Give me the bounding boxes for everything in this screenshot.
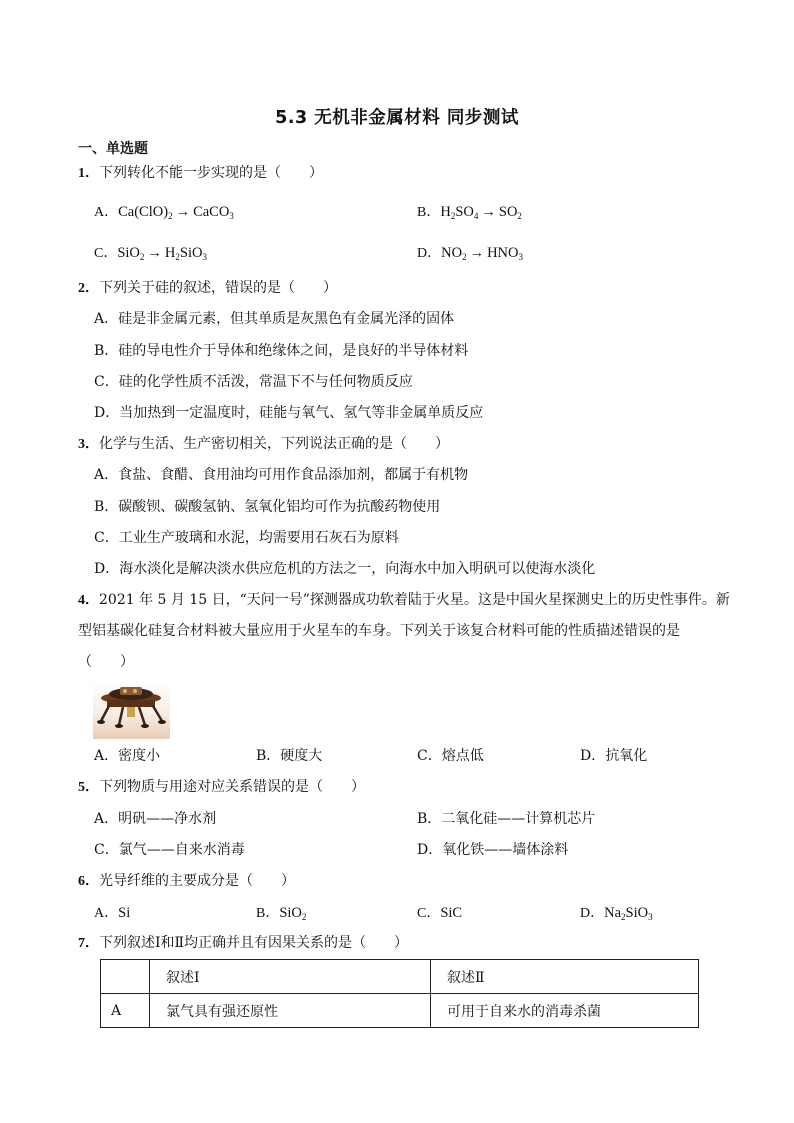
- option-letter: B．: [417, 205, 441, 220]
- chem-formula: $H_2SO_4 \to SO_2$: [440, 204, 522, 221]
- q1-option-c: [94, 243, 207, 267]
- question-7: [78, 933, 408, 954]
- mars-rover-image: [93, 681, 170, 739]
- chem-formula: SiC: [440, 905, 463, 921]
- q2-option-c: C．硅的化学性质不活泼，常温下不与任何物质反应: [94, 374, 413, 390]
- q6-option-d: [580, 903, 653, 927]
- question-stem-line-3: （ ）: [78, 654, 134, 670]
- table-cell: 叙述Ⅱ: [431, 960, 699, 994]
- question-5: [78, 777, 365, 798]
- question-stem: 下列物质与用途对应关系错误的是（ ）: [99, 779, 365, 795]
- option-letter: C．: [417, 906, 441, 921]
- option-letter: D．: [580, 906, 605, 921]
- q3-option-d: D．海水淡化是解决淡水供应危机的方法之一，向海水中加入明矾可以使海水淡化: [94, 561, 596, 577]
- question-number: 7．: [78, 936, 99, 951]
- q1-option-b: [417, 202, 522, 226]
- question-number: 1．: [78, 166, 99, 181]
- q6-option-b: [256, 903, 306, 927]
- question-3: [78, 434, 449, 455]
- q1-option-a: [94, 202, 234, 226]
- option-letter: A．: [94, 205, 119, 220]
- question-stem-line-2: 型铝基碳化硅复合材料被大量应用于火星车的车身。下列关于该复合材料可能的性质描述错误的是: [78, 623, 680, 639]
- q4-option-d: D．抗氧化: [580, 748, 648, 764]
- question-number: 4．: [78, 593, 99, 608]
- question-number: 2．: [78, 281, 99, 296]
- chem-formula: $SiO_2 \to H_2SiO_3$: [117, 245, 207, 262]
- option-letter: C．: [94, 246, 118, 261]
- q2-option-a: A．硅是非金属元素，但其单质是灰黑色有金属光泽的固体: [94, 311, 455, 327]
- section-heading: 一、单选题: [78, 141, 148, 157]
- q5-option-b: B．二氧化硅——计算机芯片: [417, 811, 596, 827]
- q2-option-b: B．硅的导电性介于导体和绝缘体之间，是良好的半导体材料: [94, 343, 469, 359]
- question-number: 3．: [78, 437, 99, 452]
- option-letter: A．: [94, 906, 119, 921]
- table-cell: 叙述Ⅰ: [150, 960, 431, 994]
- table-cell: 可用于自来水的消毒杀菌: [431, 994, 699, 1028]
- question-stem: 下列叙述Ⅰ和Ⅱ均正确并且有因果关系的是（ ）: [99, 935, 409, 951]
- question-stem: 光导纤维的主要成分是（ ）: [99, 873, 295, 889]
- q1-option-d: [417, 243, 523, 267]
- chem-formula: SiO$_2$: [279, 905, 307, 922]
- table-cell: [101, 960, 150, 994]
- q4-option-c: C．熔点低: [417, 748, 484, 764]
- q5-option-c: C．氯气——自来水消毒: [94, 842, 245, 858]
- option-letter: D．: [417, 246, 442, 261]
- question-1: [78, 163, 323, 184]
- question-4: [78, 590, 730, 611]
- question-stem: 化学与生活、生产密切相关，下列说法正确的是（ ）: [99, 436, 449, 452]
- chem-formula: $Na_2SiO_3$: [604, 905, 653, 922]
- q5-option-d: D．氧化铁——墙体涂料: [417, 842, 569, 858]
- q4-option-a: A．密度小: [94, 748, 161, 764]
- question-stem: 下列关于硅的叙述，错误的是（ ）: [99, 280, 337, 296]
- table-cell: A: [101, 994, 150, 1028]
- q4-option-b: B．硬度大: [256, 748, 323, 764]
- table-row: [101, 994, 699, 1028]
- table-cell: 氯气具有强还原性: [150, 994, 431, 1028]
- question-number: 5．: [78, 780, 99, 795]
- question-stem-line-1: 2021 年 5 月 15 日，“天问一号”探测器成功软着陆于火星。这是中国火星探测史上的历史性事件。新: [99, 592, 730, 608]
- q2-option-d: D．当加热到一定温度时，硅能与氧气、氢气等非金属单质反应: [94, 405, 484, 421]
- chem-formula: $Ca(ClO)_2$ → CaCO$_3$: [118, 204, 234, 221]
- chem-formula: $NO_2 \to HNO_3$: [441, 245, 523, 262]
- statement-table: [100, 959, 699, 1028]
- question-stem: 下列转化不能一步实现的是（ ）: [99, 165, 323, 181]
- question-6: [78, 871, 295, 892]
- q3-option-c: C．工业生产玻璃和水泥，均需要用石灰石为原料: [94, 530, 399, 546]
- page-title: 5.3 无机非金属材料 同步测试: [275, 108, 519, 128]
- chem-formula: Si: [118, 905, 131, 921]
- question-number: 6．: [78, 874, 99, 889]
- table-header-row: [101, 960, 699, 994]
- q3-option-b: B．碳酸钡、碳酸氢钠、氢氧化铝均可作为抗酸药物使用: [94, 499, 441, 515]
- q5-option-a: A．明矾——净水剂: [94, 811, 217, 827]
- option-letter: B．: [256, 906, 280, 921]
- question-2: [78, 278, 337, 299]
- q6-option-a: [94, 903, 130, 924]
- q6-option-c: [417, 903, 462, 924]
- q3-option-a: A．食盐、食醋、食用油均可用作食品添加剂，都属于有机物: [94, 467, 469, 483]
